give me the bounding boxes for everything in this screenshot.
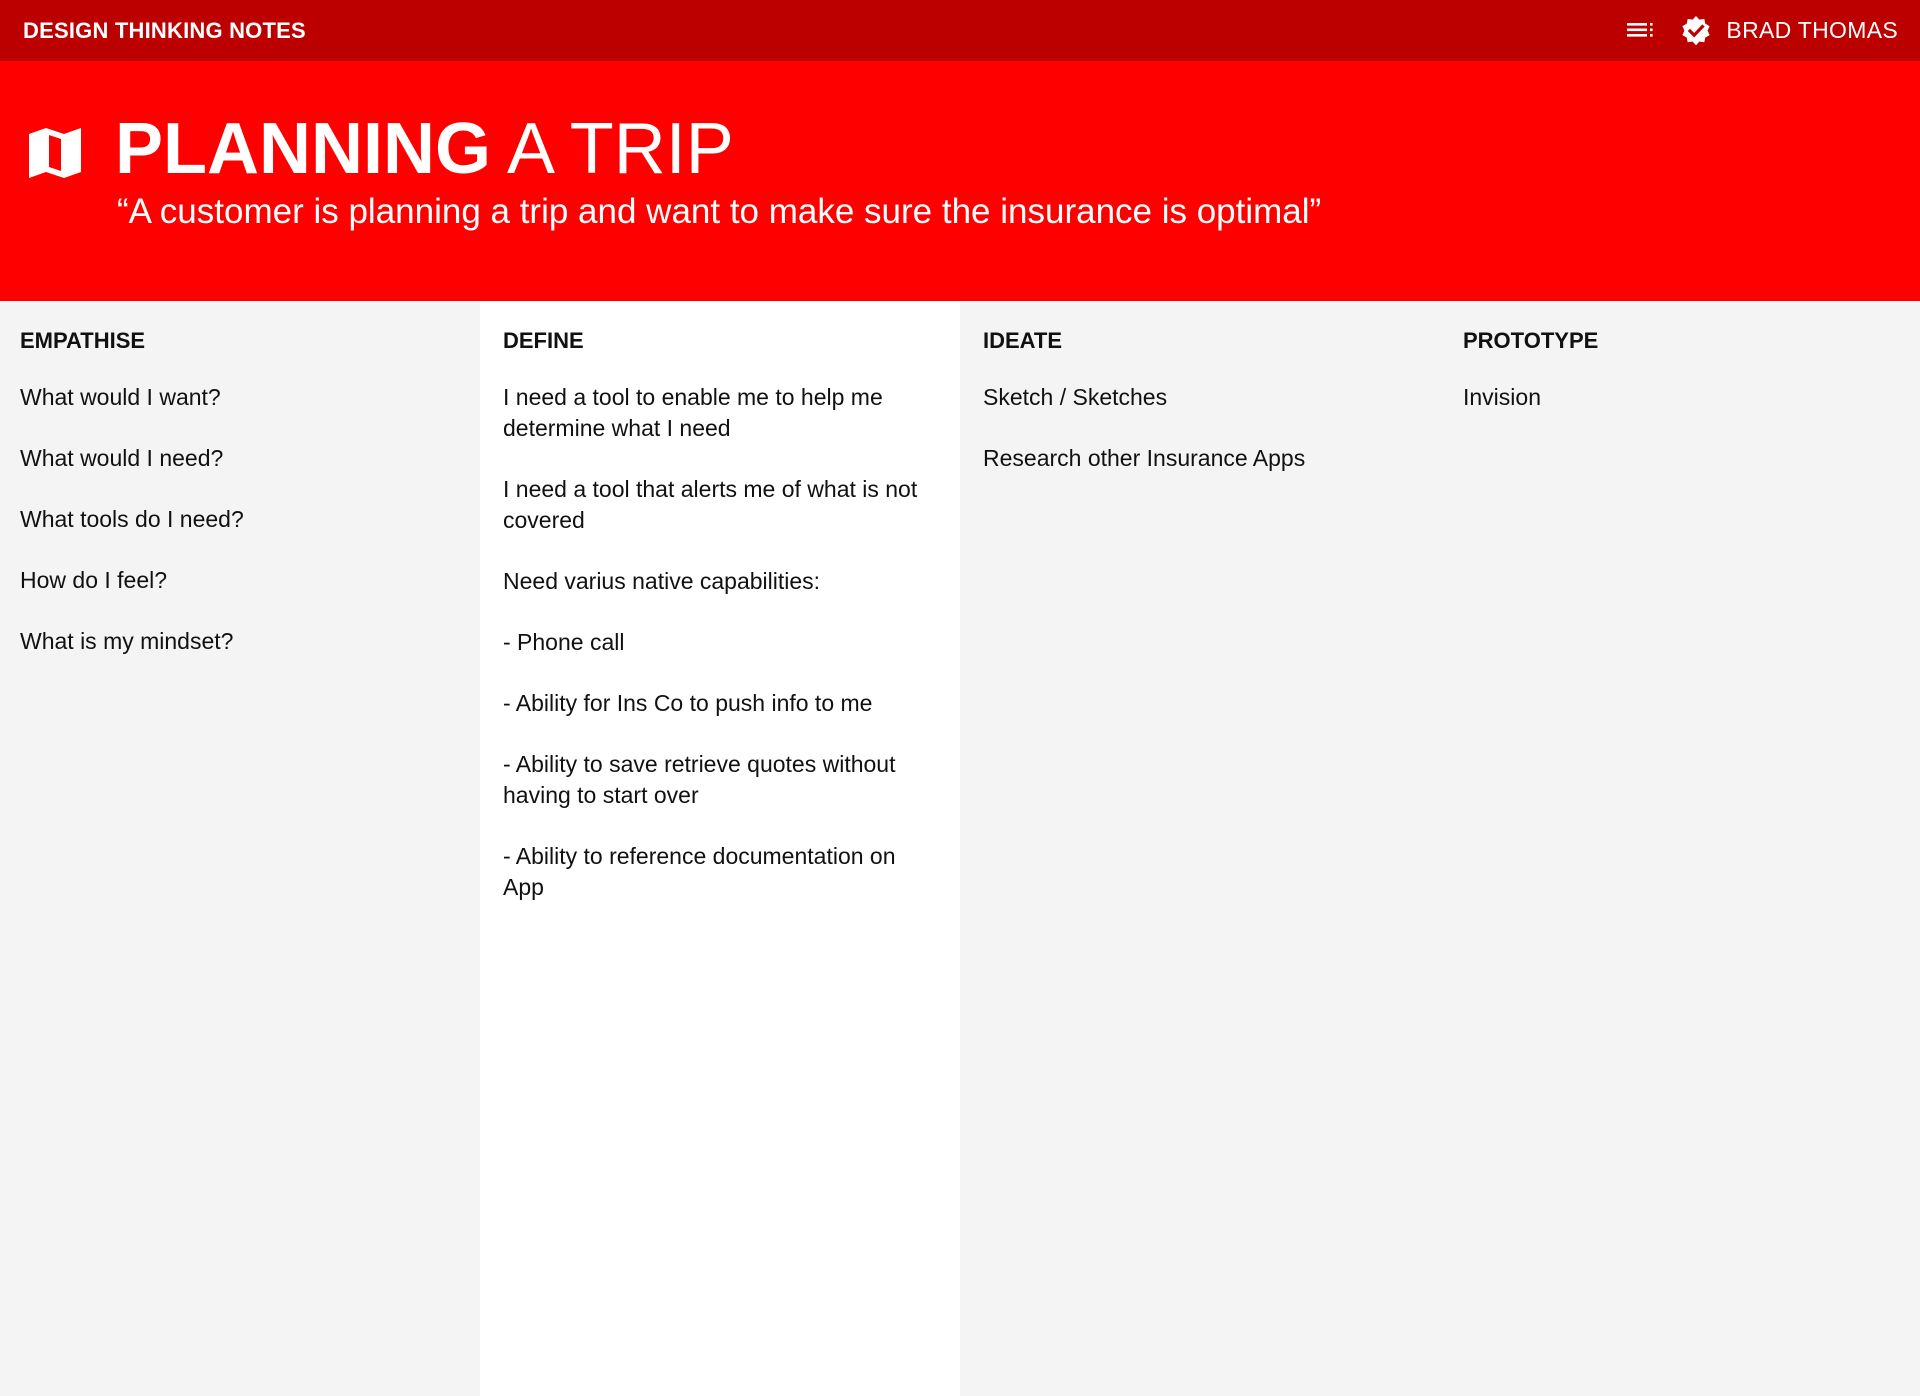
note-item[interactable]: What would I need?	[20, 445, 224, 471]
column-heading: IDEATE	[983, 328, 1063, 353]
page-title	[115, 109, 734, 189]
note-list	[1463, 382, 1890, 413]
list-menu-icon[interactable]	[1626, 16, 1656, 46]
column-heading: EMPATHISE	[20, 328, 146, 353]
note-item[interactable]: - Phone call	[503, 629, 625, 655]
verified-badge-icon	[1680, 15, 1712, 47]
note-list	[983, 382, 1410, 474]
map-icon	[27, 125, 83, 181]
note-item[interactable]: What would I want?	[20, 384, 221, 410]
hero-banner	[0, 61, 1920, 301]
design-thinking-columns	[0, 301, 1920, 1396]
note-item[interactable]: Research other Insurance Apps	[983, 445, 1306, 471]
column-define	[480, 301, 960, 1396]
note-item[interactable]: I need a tool that alerts me of what is not covered	[503, 476, 918, 533]
user-name[interactable]: BRAD THOMAS	[1726, 17, 1898, 43]
note-item[interactable]: I need a tool to enable me to help me determine what I need	[503, 384, 883, 441]
column-ideate	[960, 301, 1440, 1396]
column-prototype	[1440, 301, 1920, 1396]
note-item[interactable]: Sketch / Sketches	[983, 384, 1168, 410]
note-item[interactable]: What tools do I need?	[20, 506, 244, 532]
note-list	[20, 382, 450, 657]
column-empathise	[0, 301, 480, 1396]
note-item[interactable]: How do I feel?	[20, 567, 168, 593]
note-item[interactable]: Invision	[1463, 384, 1541, 410]
note-item[interactable]: What is my mindset?	[20, 628, 234, 654]
topbar-actions	[1626, 15, 1898, 47]
note-item[interactable]: - Ability for Ins Co to push info to me	[503, 690, 873, 716]
column-heading: PROTOTYPE	[1463, 328, 1599, 353]
note-item[interactable]: - Ability to save retrieve quotes without having to start over	[503, 751, 896, 808]
note-item[interactable]: Need varius native capabilities:	[503, 568, 821, 594]
app-title[interactable]: DESIGN THINKING NOTES	[23, 17, 306, 43]
problem-statement: “A customer is planning a trip and want to make sure the insurance is optimal”	[117, 192, 1322, 231]
top-bar	[0, 0, 1920, 61]
page-title-light: A TRIP	[507, 109, 734, 189]
page-title-strong: PLANNING	[115, 109, 491, 189]
note-item[interactable]: - Ability to reference documentation on App	[503, 843, 896, 900]
note-list	[503, 382, 930, 903]
column-heading: DEFINE	[503, 328, 584, 353]
